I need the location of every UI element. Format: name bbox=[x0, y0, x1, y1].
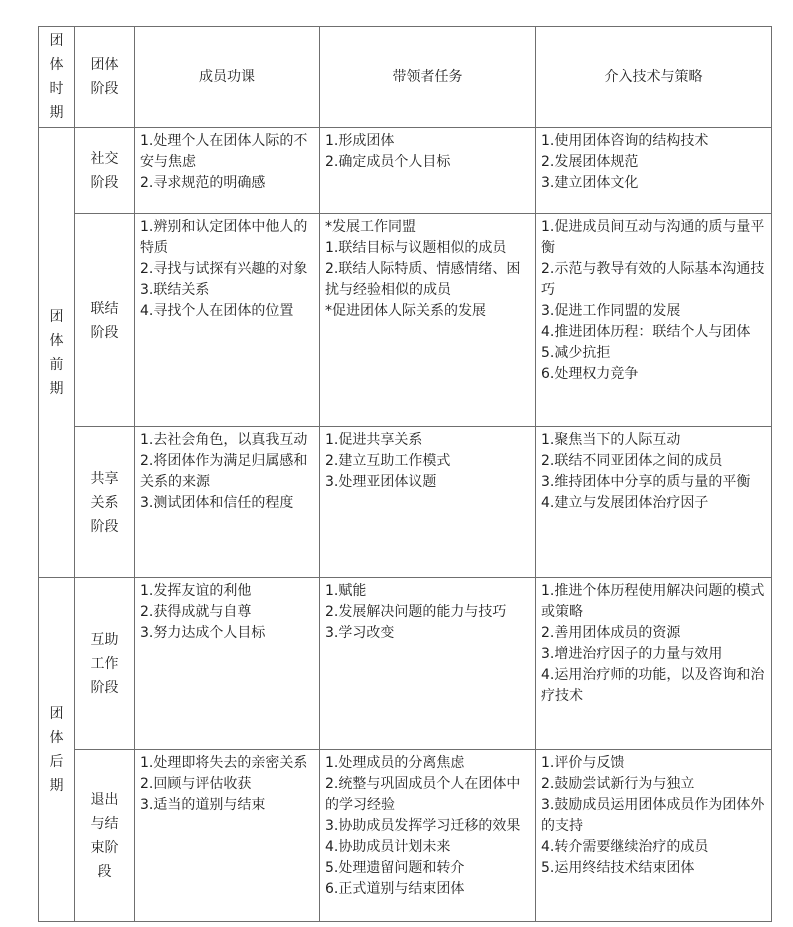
period-char: 团 bbox=[49, 308, 64, 325]
list-item: 2.善用团体成员的资源 bbox=[541, 625, 681, 641]
stage-exit bbox=[75, 750, 135, 922]
list-item: *促进团体人际关系的发展 bbox=[325, 303, 486, 319]
leader-tasks-cell bbox=[320, 578, 536, 750]
period-char: 期 bbox=[49, 777, 64, 794]
list-item: 1.评价与反馈 bbox=[541, 755, 625, 771]
list-item: 2.发展团体规范 bbox=[541, 154, 639, 170]
list-item: 1.发挥友谊的利他 bbox=[140, 583, 252, 599]
strategy-cell bbox=[536, 427, 772, 578]
header-leader: 带领者任务 bbox=[320, 27, 536, 128]
list-item: 1.推进个体历程使用解决问题的模式或策略 bbox=[541, 583, 765, 620]
stage-line: 关系 bbox=[90, 494, 119, 511]
table-row bbox=[39, 427, 772, 578]
list-item: 1.聚焦当下的人际互动 bbox=[541, 432, 681, 448]
list-item: 3.维持团体中分享的质与量的平衡 bbox=[541, 474, 751, 490]
list-item: 3.鼓励成员运用团体成员作为团体外的支持 bbox=[541, 797, 765, 834]
list-item: 2.建立互助工作模式 bbox=[325, 453, 451, 469]
list-item: 4.运用治疗师的功能，以及咨询和治疗技术 bbox=[541, 667, 765, 704]
header-period-char: 期 bbox=[49, 105, 64, 121]
stage-line: 阶段 bbox=[90, 518, 119, 535]
table-row bbox=[39, 128, 772, 214]
period-char: 团 bbox=[49, 705, 64, 722]
list-item: 5.运用终结技术结束团体 bbox=[541, 860, 695, 876]
list-item: 1.去社会角色，以真我互动 bbox=[140, 432, 308, 448]
member-tasks-cell bbox=[135, 214, 320, 427]
strategy-cell bbox=[536, 750, 772, 922]
header-strategy: 介入技术与策略 bbox=[536, 27, 772, 128]
stage-line: 阶段 bbox=[90, 680, 119, 696]
table-row bbox=[39, 578, 772, 750]
strategy-cell bbox=[536, 214, 772, 427]
stage-line: 退出 bbox=[90, 792, 119, 808]
stage-line: 段 bbox=[97, 864, 112, 880]
list-item: 2.示范与教导有效的人际基本沟通技巧 bbox=[541, 261, 765, 298]
header-period-char: 时 bbox=[49, 81, 64, 97]
list-item: 4.建立与发展团体治疗因子 bbox=[541, 495, 709, 511]
list-item: 2.确定成员个人目标 bbox=[325, 154, 451, 170]
list-item: 4.协助成员计划未来 bbox=[325, 839, 451, 855]
header-period-char: 体 bbox=[49, 57, 64, 73]
list-item: 4.推进团体历程：联结个人与团体 bbox=[541, 324, 751, 340]
list-item: 3.努力达成个人目标 bbox=[140, 625, 266, 641]
list-item: 1.处理成员的分离焦虑 bbox=[325, 755, 465, 771]
period-char: 后 bbox=[49, 753, 64, 770]
period-char: 期 bbox=[49, 380, 64, 397]
header-period-char: 团 bbox=[49, 33, 64, 49]
stage-line: 阶段 bbox=[90, 175, 119, 191]
header-stage bbox=[75, 27, 135, 128]
leader-tasks-cell bbox=[320, 750, 536, 922]
group-stages-table bbox=[38, 26, 772, 922]
member-tasks-cell bbox=[135, 578, 320, 750]
stage-mutual-help bbox=[75, 578, 135, 750]
stage-connect bbox=[75, 214, 135, 427]
list-item: 4.寻找个人在团体的位置 bbox=[140, 303, 294, 319]
period-early bbox=[39, 128, 75, 578]
header-row bbox=[39, 27, 772, 128]
list-item: 2.联结不同亚团体之间的成员 bbox=[541, 453, 723, 469]
member-tasks-cell bbox=[135, 128, 320, 214]
list-item: 3.协助成员发挥学习迁移的效果 bbox=[325, 818, 521, 834]
list-item: 3.适当的道别与结束 bbox=[140, 797, 266, 813]
stage-line: 阶段 bbox=[90, 324, 119, 341]
list-item: 2.回顾与评估收获 bbox=[140, 776, 252, 792]
list-item: 2.统整与巩固成员个人在团体中的学习经验 bbox=[325, 776, 521, 813]
period-late bbox=[39, 578, 75, 922]
list-item: 1.赋能 bbox=[325, 583, 367, 599]
stage-line: 社交 bbox=[90, 151, 119, 167]
list-item: 6.处理权力竞争 bbox=[541, 366, 639, 382]
strategy-cell bbox=[536, 128, 772, 214]
list-item: 1.处理即将失去的亲密关系 bbox=[140, 755, 308, 771]
list-item: 3.建立团体文化 bbox=[541, 175, 639, 191]
list-item: 3.学习改变 bbox=[325, 625, 395, 641]
period-char: 前 bbox=[49, 356, 64, 373]
list-item: 3.促进工作同盟的发展 bbox=[541, 303, 681, 319]
header-stage-line: 阶段 bbox=[90, 81, 119, 97]
list-item: 1.联结目标与议题相似的成员 bbox=[325, 240, 507, 256]
strategy-cell bbox=[536, 578, 772, 750]
stage-line: 与结 bbox=[90, 816, 119, 832]
stage-line: 联结 bbox=[90, 300, 119, 317]
list-item: 2.寻找与试探有兴趣的对象 bbox=[140, 261, 308, 277]
list-item: 1.处理个人在团体人际的不安与焦虑 bbox=[140, 133, 308, 170]
list-item: 2.将团体作为满足归属感和关系的来源 bbox=[140, 453, 308, 490]
list-item: 4.转介需要继续治疗的成员 bbox=[541, 839, 709, 855]
member-tasks-cell bbox=[135, 427, 320, 578]
list-item: 1.促进共享关系 bbox=[325, 432, 423, 448]
stage-shared bbox=[75, 427, 135, 578]
list-item: 1.辨别和认定团体中他人的特质 bbox=[140, 219, 308, 256]
stage-line: 互助 bbox=[90, 632, 119, 648]
list-item: 2.发展解决问题的能力与技巧 bbox=[325, 604, 507, 620]
header-period bbox=[39, 27, 75, 128]
list-item: 3.测试团体和信任的程度 bbox=[140, 495, 294, 511]
period-char: 体 bbox=[49, 332, 64, 349]
list-item: 6.正式道别与结束团体 bbox=[325, 881, 465, 897]
stage-social bbox=[75, 128, 135, 214]
list-item: 5.减少抗拒 bbox=[541, 345, 611, 361]
list-item: 5.处理遗留问题和转介 bbox=[325, 860, 465, 876]
stage-line: 束阶 bbox=[90, 840, 119, 856]
list-item: 2.鼓励尝试新行为与独立 bbox=[541, 776, 695, 792]
list-item: 2.获得成就与自尊 bbox=[140, 604, 252, 620]
list-item: 2.联结人际特质、情感情绪、困扰与经验相似的成员 bbox=[325, 261, 521, 298]
period-char: 体 bbox=[49, 729, 64, 746]
list-item: *发展工作同盟 bbox=[325, 219, 416, 235]
list-item: 2.寻求规范的明确感 bbox=[140, 175, 266, 191]
leader-tasks-cell bbox=[320, 427, 536, 578]
list-item: 3.处理亚团体议题 bbox=[325, 474, 437, 490]
list-item: 3.联结关系 bbox=[140, 282, 210, 298]
leader-tasks-cell bbox=[320, 214, 536, 427]
table-row bbox=[39, 750, 772, 922]
table-row bbox=[39, 214, 772, 427]
list-item: 1.促进成员间互动与沟通的质与量平衡 bbox=[541, 219, 765, 256]
member-tasks-cell bbox=[135, 750, 320, 922]
leader-tasks-cell bbox=[320, 128, 536, 214]
list-item: 1.形成团体 bbox=[325, 133, 395, 149]
stage-line: 共享 bbox=[90, 470, 119, 487]
list-item: 3.增进治疗因子的力量与效用 bbox=[541, 646, 723, 662]
header-stage-line: 团体 bbox=[90, 57, 119, 73]
list-item: 1.使用团体咨询的结构技术 bbox=[541, 133, 709, 149]
stage-line: 工作 bbox=[90, 656, 119, 672]
header-member: 成员功课 bbox=[135, 27, 320, 128]
